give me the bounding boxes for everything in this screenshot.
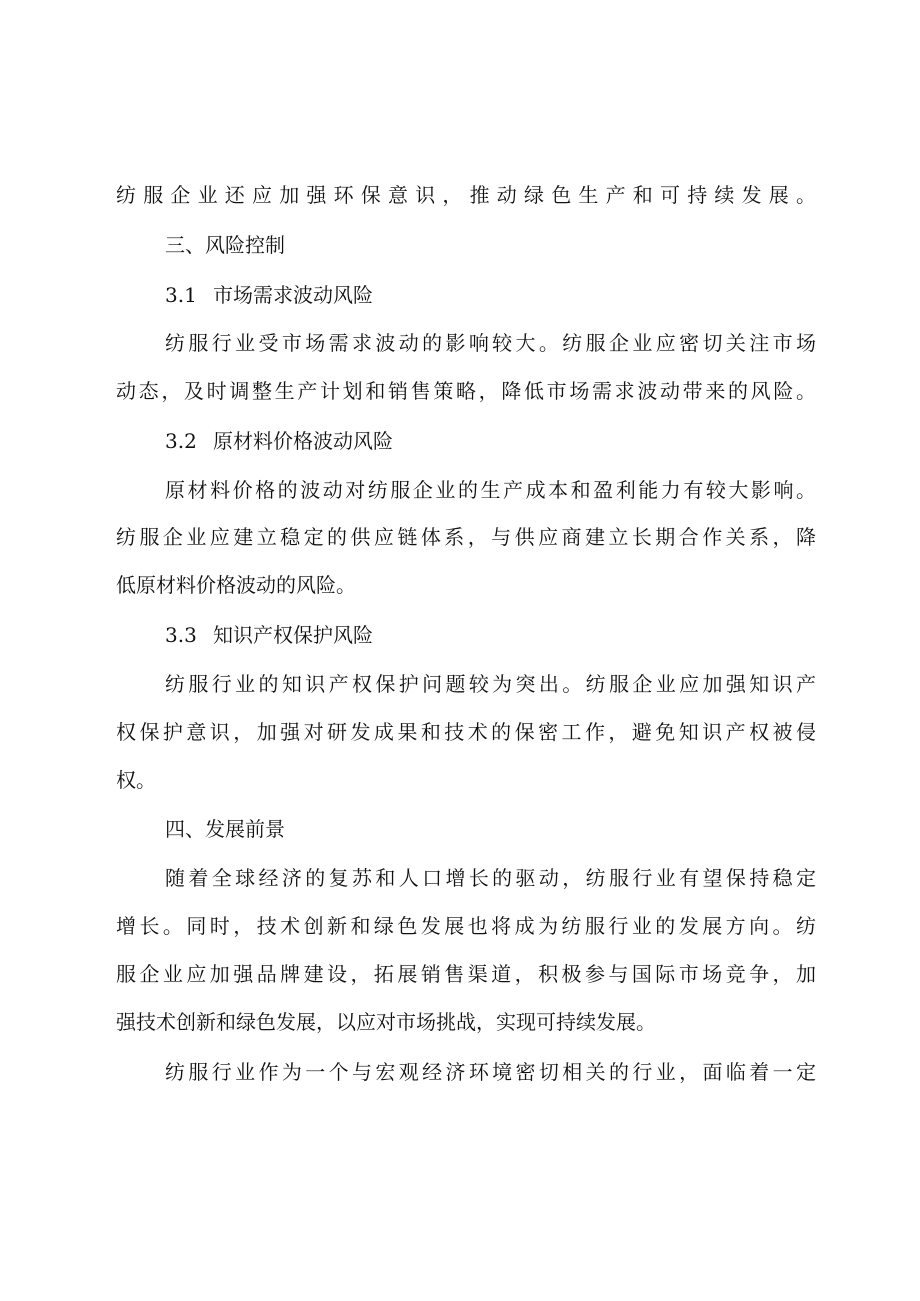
paragraph-line: 动态，及时调整生产计划和销售策略，降低市场需求波动带来的风险。 bbox=[116, 379, 816, 403]
paragraph-continuation: 纺服企业还应加强环保意识，推动绿色生产和可持续发展。 bbox=[116, 183, 816, 207]
paragraph-line: 增长。同时，技术创新和绿色发展也将成为纺服行业的发展方向。纺 bbox=[116, 914, 816, 938]
paragraph-line: 纺服行业的知识产权保护问题较为突出。纺服企业应加强知识产 bbox=[165, 672, 816, 696]
subsection-number: 3.3 bbox=[165, 623, 197, 647]
paragraph-line: 纺服行业作为一个与宏观经济环境密切相关的行业，面临着一定 bbox=[165, 1060, 816, 1084]
paragraph-line: 服企业应加强品牌建设，拓展销售渠道，积极参与国际市场竞争，加 bbox=[116, 962, 816, 986]
subsection-number: 3.1 bbox=[165, 283, 197, 307]
paragraph-line: 原材料价格的波动对纺服企业的生产成本和盈利能力有较大影响。 bbox=[165, 478, 816, 502]
subsection-title: 知识产权保护风险 bbox=[213, 623, 373, 647]
paragraph-line: 纺服行业受市场需求波动的影响较大。纺服企业应密切关注市场 bbox=[165, 331, 816, 355]
subsection-title: 原材料价格波动风险 bbox=[213, 429, 393, 453]
paragraph-line: 权。 bbox=[116, 768, 156, 792]
paragraph-line: 权保护意识，加强对研发成果和技术的保密工作，避免知识产权被侵 bbox=[116, 720, 816, 744]
paragraph-line: 随着全球经济的复苏和人口增长的驱动，纺服行业有望保持稳定 bbox=[165, 866, 816, 890]
paragraph-line: 纺服企业应建立稳定的供应链体系，与供应商建立长期合作关系，降 bbox=[116, 525, 816, 549]
section-heading-risk-control: 三、风险控制 bbox=[165, 233, 285, 257]
subsection-number: 3.2 bbox=[165, 429, 197, 453]
subsection-heading-3-3 bbox=[165, 621, 865, 649]
subsection-title: 市场需求波动风险 bbox=[213, 283, 373, 307]
subsection-heading-3-1 bbox=[165, 281, 865, 309]
section-heading-prospects: 四、发展前景 bbox=[165, 817, 285, 841]
paragraph-line: 强技术创新和绿色发展，以应对市场挑战，实现可持续发展。 bbox=[116, 1010, 656, 1034]
paragraph-line: 低原材料价格波动的风险。 bbox=[116, 573, 356, 597]
subsection-heading-3-2 bbox=[165, 427, 865, 455]
